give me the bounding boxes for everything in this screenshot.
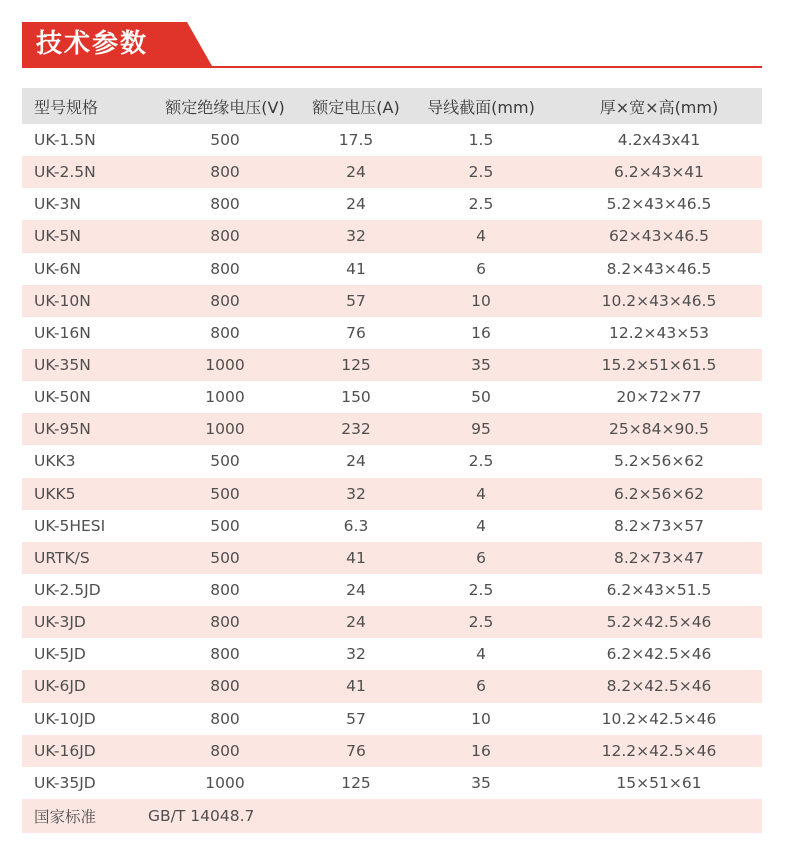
cell-dimensions: 15×51×61 (616, 773, 702, 792)
page-title: 技术参数 (36, 29, 149, 59)
cell-model: UK-5N (34, 227, 81, 246)
cell-insulation-voltage: 800 (210, 323, 240, 342)
cell-wire-section: 2.5 (468, 613, 494, 632)
cell-model: UK-2.5JD (34, 581, 101, 600)
table-row (22, 381, 762, 413)
cell-dimensions: 6.2×43×51.5 (606, 581, 712, 600)
cell-rated-current: 24 (346, 613, 366, 632)
cell-insulation-voltage: 1000 (205, 356, 245, 375)
cell-insulation-voltage: 800 (210, 741, 240, 760)
table-row (22, 349, 762, 381)
table-row (22, 510, 762, 542)
cell-rated-current: 150 (341, 388, 371, 407)
cell-model: UKK5 (34, 484, 76, 503)
cell-rated-current: 24 (346, 452, 366, 471)
cell-dimensions: 12.2×42.5×46 (601, 741, 717, 760)
table-row (22, 220, 762, 252)
cell-model: UK-50N (34, 388, 91, 407)
cell-dimensions: 10.2×42.5×46 (601, 709, 717, 728)
cell-insulation-voltage: 800 (210, 613, 240, 632)
cell-rated-current: 17.5 (338, 131, 374, 150)
cell-model: UK-1.5N (34, 131, 96, 150)
cell-wire-section: 6 (476, 548, 486, 567)
cell-rated-current: 125 (341, 773, 371, 792)
cell-rated-current: 57 (346, 709, 366, 728)
cell-wire-section: 2.5 (468, 452, 494, 471)
header-wire-section: 导线截面(mm) (427, 97, 535, 117)
cell-insulation-voltage: 1000 (205, 773, 245, 792)
cell-wire-section: 4 (476, 645, 486, 664)
cell-rated-current: 32 (346, 645, 366, 664)
cell-wire-section: 16 (471, 741, 491, 760)
cell-insulation-voltage: 800 (210, 709, 240, 728)
cell-wire-section: 2.5 (468, 163, 494, 182)
cell-rated-current: 57 (346, 291, 366, 310)
table-row (22, 445, 762, 477)
cell-wire-section: 35 (471, 773, 491, 792)
cell-model: URTK/S (34, 548, 90, 567)
cell-dimensions: 8.2×73×47 (613, 548, 705, 567)
table-row (22, 638, 762, 670)
cell-model: UK-35JD (34, 773, 96, 792)
cell-wire-section: 50 (471, 388, 491, 407)
table-row (22, 317, 762, 349)
cell-model: UK-16N (34, 323, 91, 342)
cell-insulation-voltage: 800 (210, 677, 240, 696)
table-body (22, 124, 762, 833)
spec-table (22, 88, 762, 833)
standard-row (22, 799, 762, 833)
cell-insulation-voltage: 500 (210, 548, 240, 567)
cell-model: UK-6JD (34, 677, 86, 696)
cell-dimensions: 5.2×43×46.5 (606, 195, 712, 214)
cell-rated-current: 76 (346, 741, 366, 760)
cell-model: UK-95N (34, 420, 91, 439)
cell-insulation-voltage: 500 (210, 131, 240, 150)
cell-model: UK-3N (34, 195, 81, 214)
header-model: 型号规格 (34, 97, 99, 117)
cell-model: UKK3 (34, 452, 76, 471)
table-row (22, 735, 762, 767)
cell-dimensions: 25×84×90.5 (609, 420, 709, 439)
cell-wire-section: 10 (471, 709, 491, 728)
table-row (22, 670, 762, 702)
cell-rated-current: 24 (346, 581, 366, 600)
cell-insulation-voltage: 1000 (205, 420, 245, 439)
cell-dimensions: 15.2×51×61.5 (601, 356, 717, 375)
cell-dimensions: 62×43×46.5 (609, 227, 709, 246)
table-row (22, 413, 762, 445)
cell-wire-section: 16 (471, 323, 491, 342)
title-banner (22, 22, 762, 68)
cell-dimensions: 5.2×56×62 (613, 452, 705, 471)
cell-rated-current: 6.3 (343, 516, 369, 535)
cell-wire-section: 2.5 (468, 195, 494, 214)
cell-wire-section: 35 (471, 356, 491, 375)
cell-insulation-voltage: 800 (210, 291, 240, 310)
cell-rated-current: 41 (346, 548, 366, 567)
cell-model: UK-2.5N (34, 163, 96, 182)
cell-wire-section: 4 (476, 227, 486, 246)
cell-rated-current: 24 (346, 163, 366, 182)
cell-model: UK-10N (34, 291, 91, 310)
cell-wire-section: 1.5 (468, 131, 494, 150)
cell-rated-current: 41 (346, 677, 366, 696)
table-row (22, 767, 762, 799)
cell-rated-current: 232 (341, 420, 371, 439)
cell-dimensions: 6.2×42.5×46 (606, 645, 712, 664)
cell-dimensions: 6.2×56×62 (613, 484, 705, 503)
table-row (22, 703, 762, 735)
cell-wire-section: 95 (471, 420, 491, 439)
cell-rated-current: 24 (346, 195, 366, 214)
cell-insulation-voltage: 800 (210, 227, 240, 246)
standard-value: GB/T 14048.7 (144, 799, 762, 833)
table-row (22, 253, 762, 285)
cell-dimensions: 4.2x43x41 (617, 131, 701, 150)
cell-insulation-voltage: 500 (210, 516, 240, 535)
cell-rated-current: 32 (346, 227, 366, 246)
cell-insulation-voltage: 1000 (205, 388, 245, 407)
cell-insulation-voltage: 800 (210, 581, 240, 600)
cell-dimensions: 10.2×43×46.5 (601, 291, 717, 310)
cell-dimensions: 8.2×43×46.5 (606, 259, 712, 278)
standard-label: 国家标准 (22, 799, 144, 833)
cell-model: UK-16JD (34, 741, 96, 760)
cell-wire-section: 4 (476, 516, 486, 535)
cell-dimensions: 8.2×73×57 (613, 516, 705, 535)
table-row (22, 478, 762, 510)
cell-dimensions: 12.2×43×53 (609, 323, 709, 342)
table-header-row (22, 88, 762, 124)
cell-wire-section: 6 (476, 259, 486, 278)
cell-wire-section: 2.5 (468, 581, 494, 600)
cell-rated-current: 41 (346, 259, 366, 278)
cell-wire-section: 6 (476, 677, 486, 696)
cell-rated-current: 125 (341, 356, 371, 375)
header-dimensions: 厚×宽×高(mm) (599, 97, 719, 117)
table-row (22, 124, 762, 156)
cell-wire-section: 10 (471, 291, 491, 310)
table-row (22, 156, 762, 188)
cell-model: UK-10JD (34, 709, 96, 728)
cell-rated-current: 32 (346, 484, 366, 503)
table-row (22, 188, 762, 220)
cell-dimensions: 6.2×43×41 (613, 163, 705, 182)
cell-insulation-voltage: 500 (210, 484, 240, 503)
cell-insulation-voltage: 800 (210, 259, 240, 278)
cell-wire-section: 4 (476, 484, 486, 503)
cell-model: UK-6N (34, 259, 81, 278)
cell-dimensions: 20×72×77 (616, 388, 702, 407)
cell-model: UK-3JD (34, 613, 86, 632)
cell-insulation-voltage: 500 (210, 452, 240, 471)
cell-model: UK-35N (34, 356, 91, 375)
table-row (22, 606, 762, 638)
cell-insulation-voltage: 800 (210, 645, 240, 664)
header-rated-current: 额定电压(A) (312, 97, 400, 117)
table-row (22, 285, 762, 317)
title-underline (22, 66, 762, 68)
cell-model: UK-5JD (34, 645, 86, 664)
cell-dimensions: 8.2×42.5×46 (606, 677, 712, 696)
cell-insulation-voltage: 800 (210, 163, 240, 182)
cell-insulation-voltage: 800 (210, 195, 240, 214)
cell-model: UK-5HESI (34, 516, 106, 535)
table-row (22, 574, 762, 606)
cell-dimensions: 5.2×42.5×46 (606, 613, 712, 632)
cell-rated-current: 76 (346, 323, 366, 342)
header-insulation-voltage: 额定绝缘电压(V) (165, 97, 285, 117)
table-row (22, 542, 762, 574)
